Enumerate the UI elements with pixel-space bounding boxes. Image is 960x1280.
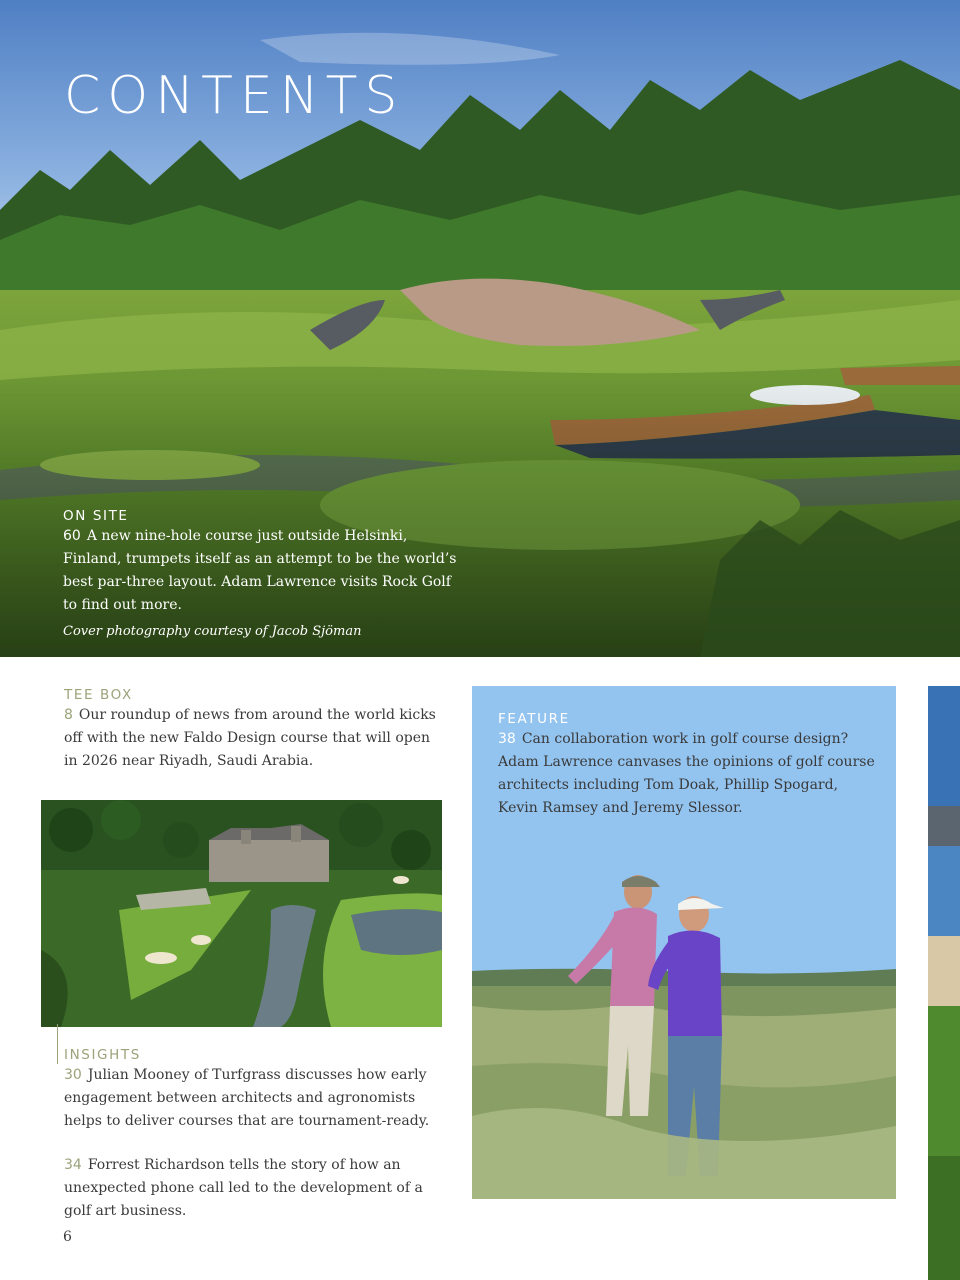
- on-site-text: A new nine-hole course just outside Helsinki, Finland, trumpets itself as an attempt to be the world’s best par-three layout. Adam Lawrence visits Rock Golf to find out more.: [63, 528, 457, 613]
- insights-item-page-number: 34: [64, 1157, 82, 1173]
- feature-blurb: [498, 728, 878, 820]
- on-site-page-number: 60: [63, 528, 81, 544]
- aerial-castle-illustration: [41, 800, 442, 1027]
- tee-box-text: Our roundup of news from around the world kicks off with the new Faldo Design course that will open in 2026 near Riyadh, Saudi Arabia.: [64, 707, 436, 769]
- insights-item: [64, 1064, 442, 1133]
- insights-item-text: Julian Mooney of Turfgrass discusses how early engagement between architects and agronomists helps to deliver courses that are tournament-ready.: [64, 1067, 430, 1129]
- spacer: [64, 1133, 442, 1154]
- feature-page-number: 38: [498, 731, 516, 747]
- insights-item: [64, 1154, 442, 1223]
- cover-credit: Cover photography courtesy of Jacob Sjöman: [63, 624, 362, 639]
- on-site-label: ON SITE: [63, 508, 129, 524]
- on-site-entry: [63, 507, 463, 639]
- tee-box-entry: [64, 686, 442, 773]
- tee-box-blurb: [64, 704, 442, 773]
- insights-item-text: Forrest Richardson tells the story of how an unexpected phone call led to the development of a golf art business.: [64, 1157, 423, 1219]
- tee-box-page-number: 8: [64, 707, 73, 723]
- feature-text: Can collaboration work in golf course design? Adam Lawrence canvases the opinions of golf course architects including Tom Doak, Phillip Spogard, Kevin Ramsey and Jeremy Slessor.: [498, 731, 875, 816]
- insights-item-page-number: 30: [64, 1067, 82, 1083]
- feature-photo-architects: [472, 686, 896, 1199]
- coastal-photo-strip: [928, 686, 960, 1280]
- on-site-blurb: [63, 525, 463, 617]
- insights-entry: [64, 1046, 442, 1223]
- tee-box-label: TEE BOX: [64, 687, 133, 703]
- coastal-strip-illustration: [928, 686, 960, 1280]
- insights-label: INSIGHTS: [64, 1047, 141, 1063]
- insights-accent-line: [57, 1024, 58, 1064]
- page-number: 6: [63, 1229, 72, 1245]
- feature-label: FEATURE: [498, 711, 570, 727]
- feature-entry: [498, 710, 878, 820]
- aerial-castle-course-photo: [41, 800, 442, 1027]
- page-title: CONTENTS: [64, 66, 405, 126]
